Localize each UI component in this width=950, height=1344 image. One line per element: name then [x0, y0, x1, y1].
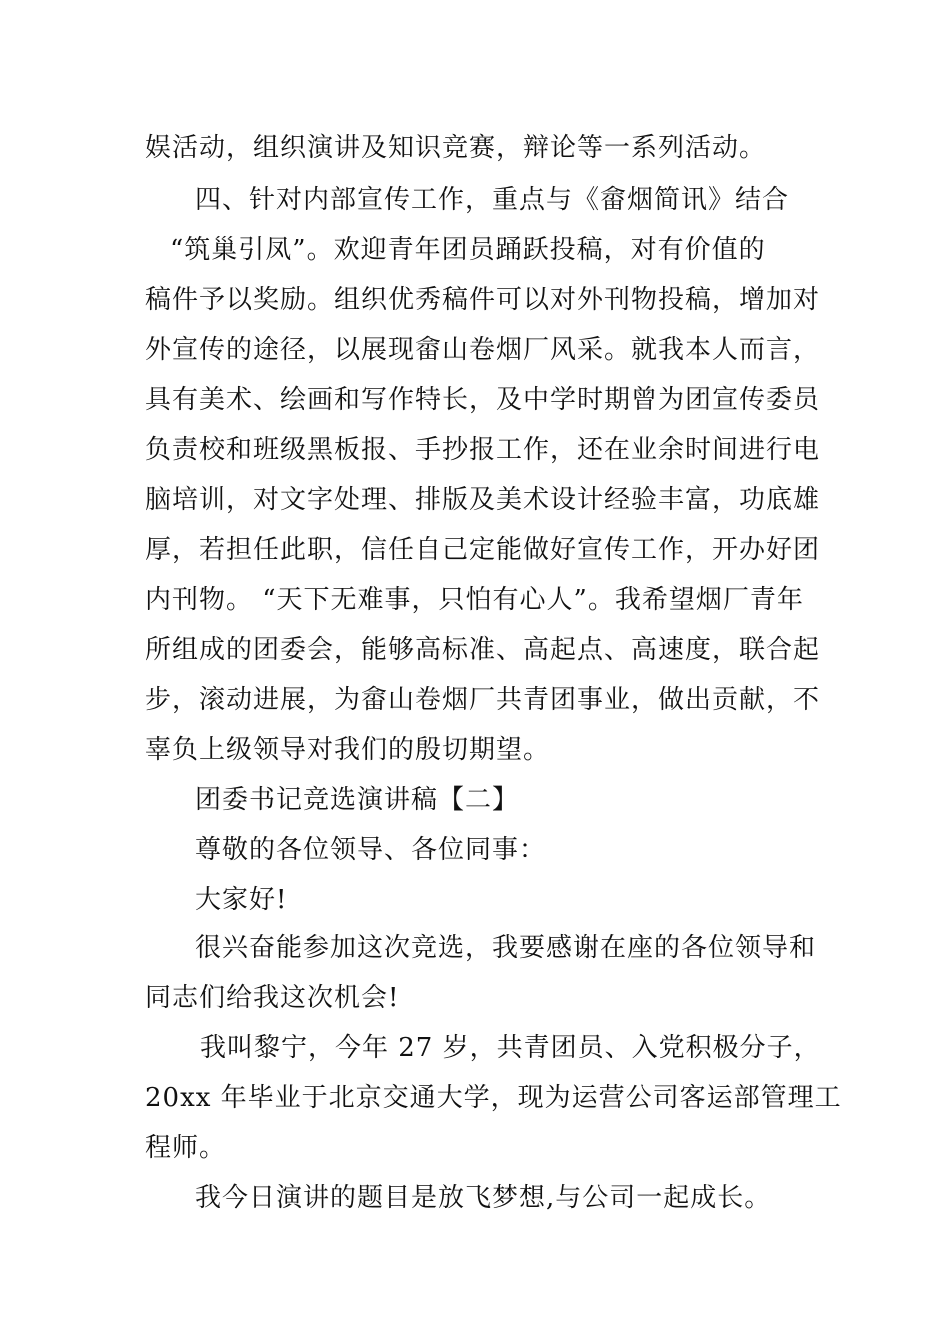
text-line: 稿件予以奖励。组织优秀稿件可以对外刊物投稿，增加对 — [145, 285, 821, 315]
text-line: 四、针对内部宣传工作，重点与《畲烟简讯》结合 — [195, 185, 790, 215]
text-line: 内刊物。 “天下无难事，只怕有心人”。我希望烟厂青年 — [145, 585, 804, 615]
section-heading: 团委书记竞选演讲稿【二】 — [195, 785, 520, 815]
text-line: 外宣传的途径，以展现畲山卷烟厂风采。就我本人而言， — [145, 335, 821, 365]
text-line: “筑巢引凤”。欢迎青年团员踊跃投稿，对有价值的 — [170, 235, 766, 265]
text-line: 厚，若担任此职，信任自己定能做好宣传工作，开办好团 — [145, 535, 821, 565]
text-line: 辜负上级领导对我们的殷切期望。 — [145, 735, 551, 765]
text-line: 程师。 — [145, 1133, 227, 1163]
text-line: 所组成的团委会，能够高标准、高起点、高速度，联合起 — [145, 635, 821, 665]
text-line: 很兴奋能参加这次竞选，我要感谢在座的各位领导和 — [195, 933, 817, 963]
text-line: 娱活动，组织演讲及知识竞赛，辩论等一系列活动。 — [145, 133, 767, 163]
salutation: 尊敬的各位领导、各位同事： — [195, 835, 547, 865]
text-line: 负责校和班级黑板报、手抄报工作，还在业余时间进行电 — [145, 435, 821, 465]
text-line: 脑培训，对文字处理、排版及美术设计经验丰富，功底雄 — [145, 485, 821, 515]
text-line: 我叫黎宁，今年 27 岁，共青团员、入党积极分子， — [200, 1033, 821, 1063]
greeting: 大家好! — [195, 885, 288, 915]
text-line: 20xx 年毕业于北京交通大学，现为运营公司客运部管理工 — [145, 1083, 842, 1113]
text-line: 具有美术、绘画和写作特长，及中学时期曾为团宣传委员 — [145, 385, 821, 415]
text-line: 步，滚动进展，为畲山卷烟厂共青团事业，做出贡献，不 — [145, 685, 821, 715]
text-line: 同志们给我这次机会! — [145, 983, 400, 1013]
text-line: 我今日演讲的题目是放飞梦想,与公司一起成长。 — [195, 1183, 772, 1213]
